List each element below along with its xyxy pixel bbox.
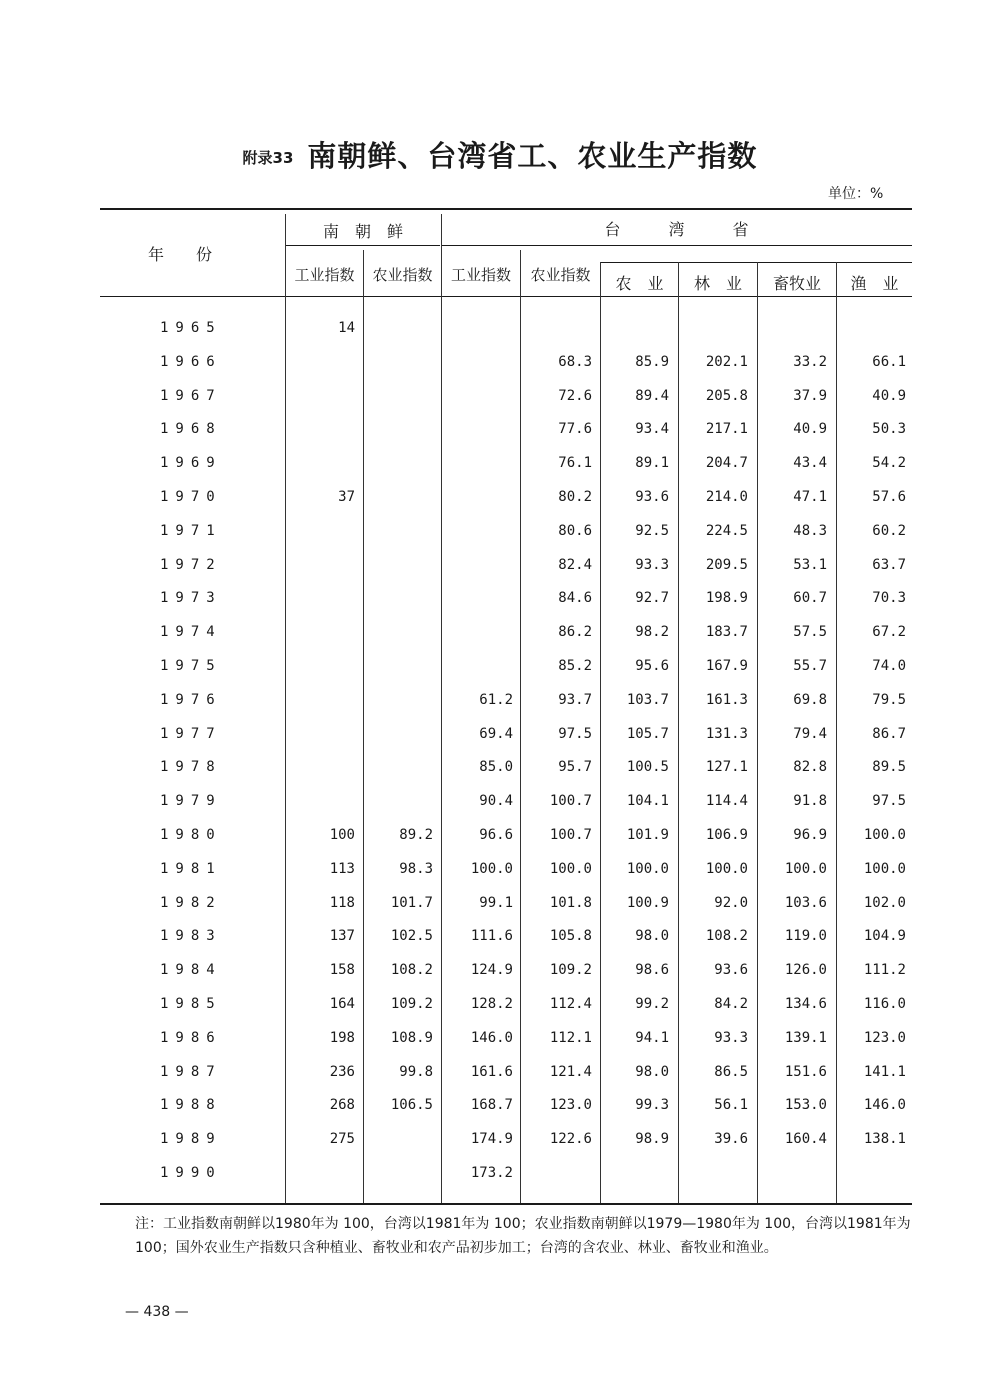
table-cell: 80.2 — [558, 489, 592, 505]
table-cell: 82.8 — [793, 759, 827, 775]
year-label: 1977 — [160, 726, 222, 742]
table-cell: 146.0 — [863, 1097, 906, 1113]
table-cell: 85.9 — [635, 354, 669, 370]
table-cell: 100.0 — [784, 861, 827, 877]
col-divider — [520, 250, 521, 1203]
table-cell: 100.7 — [549, 827, 592, 843]
table-cell: 37 — [338, 489, 355, 505]
year-label: 1980 — [160, 827, 222, 843]
table-cell: 111.2 — [863, 962, 906, 978]
table-cell: 137 — [329, 928, 355, 944]
table-cell: 101.8 — [549, 895, 592, 911]
header-south-korea: 南 朝 鲜 — [322, 222, 403, 241]
table-cell: 89.5 — [872, 759, 906, 775]
table-cell: 63.7 — [872, 557, 906, 573]
table-cell: 202.1 — [705, 354, 748, 370]
table-cell: 122.6 — [549, 1131, 592, 1147]
table-cell: 33.2 — [793, 354, 827, 370]
header-year: 年 份 — [147, 245, 212, 264]
table-cell: 40.9 — [793, 421, 827, 437]
table-cell: 98.9 — [635, 1131, 669, 1147]
table-cell: 99.1 — [479, 895, 513, 911]
table-title — [0, 134, 1000, 175]
table-cell: 89.1 — [635, 455, 669, 471]
table-cell: 108.9 — [390, 1030, 433, 1046]
header-col-8: 渔 业 — [850, 274, 899, 293]
footnote: 注：工业指数南朝鲜以1980年为 100，台湾以1981年为 100；农业指数南朝鲜以1979—1980年为 100，台湾以1981年为 100；国外农业生产指数只含种植业、畜牧业和农产品初步加工；台湾的含农业、林业、畜牧业和渔业。 — [135, 1216, 911, 1256]
table-cell: 100.0 — [863, 827, 906, 843]
table-cell: 100.9 — [626, 895, 669, 911]
header-col-5: 农 业 — [615, 274, 664, 293]
table-cell: 183.7 — [705, 624, 748, 640]
year-label: 1971 — [160, 523, 222, 539]
table-cell: 105.7 — [626, 726, 669, 742]
table-cell: 97.5 — [558, 726, 592, 742]
table-cell: 98.2 — [635, 624, 669, 640]
table-cell: 153.0 — [784, 1097, 827, 1113]
table-cell: 66.1 — [872, 354, 906, 370]
table-cell: 98.3 — [399, 861, 433, 877]
header-col-6: 林 业 — [693, 274, 742, 293]
table-cell: 96.9 — [793, 827, 827, 843]
title-text: 南朝鲜、台湾省工、农业生产指数 — [307, 139, 758, 173]
south-korea-group-rule — [286, 245, 440, 246]
table-cell: 93.4 — [635, 421, 669, 437]
table-cell: 99.3 — [635, 1097, 669, 1113]
table-cell: 102.5 — [390, 928, 433, 944]
table-cell: 47.1 — [793, 489, 827, 505]
header-col-7: 畜牧业 — [772, 274, 821, 293]
table-cell: 116.0 — [863, 996, 906, 1012]
table-cell: 103.6 — [784, 895, 827, 911]
table-cell: 86.7 — [872, 726, 906, 742]
table-cell: 124.9 — [470, 962, 513, 978]
year-label: 1982 — [160, 895, 222, 911]
table-cell: 127.1 — [705, 759, 748, 775]
table-cell: 101.7 — [390, 895, 433, 911]
table-cell: 96.6 — [479, 827, 513, 843]
table-cell: 68.3 — [558, 354, 592, 370]
table-cell: 89.2 — [399, 827, 433, 843]
table-cell: 100.0 — [626, 861, 669, 877]
table-cell: 93.3 — [714, 1030, 748, 1046]
table-cell: 173.2 — [470, 1165, 513, 1181]
table-cell: 84.2 — [714, 996, 748, 1012]
table-cell: 168.7 — [470, 1097, 513, 1113]
year-label: 1984 — [160, 962, 222, 978]
page-number: — 438 — — [125, 1304, 189, 1320]
table-cell: 108.2 — [705, 928, 748, 944]
table-cell: 92.0 — [714, 895, 748, 911]
table-cell: 118 — [329, 895, 355, 911]
year-label: 1976 — [160, 692, 222, 708]
table-cell: 100.7 — [549, 793, 592, 809]
header-col-1: 工业指数 — [294, 266, 355, 284]
taiwan-group-rule — [441, 245, 912, 246]
table-cell: 100.0 — [705, 861, 748, 877]
table-cell: 56.1 — [714, 1097, 748, 1113]
table-cell: 126.0 — [784, 962, 827, 978]
table-cell: 57.6 — [872, 489, 906, 505]
table-cell: 104.9 — [863, 928, 906, 944]
table-cell: 106.9 — [705, 827, 748, 843]
header-col-4: 农业指数 — [530, 266, 591, 284]
table-cell: 198 — [329, 1030, 355, 1046]
table-cell: 108.2 — [390, 962, 433, 978]
header-col-3: 工业指数 — [450, 266, 511, 284]
table-cell: 131.3 — [705, 726, 748, 742]
table-cell: 53.1 — [793, 557, 827, 573]
table-cell: 84.6 — [558, 590, 592, 606]
table-cell: 95.6 — [635, 658, 669, 674]
table-cell: 268 — [329, 1097, 355, 1113]
table-cell: 174.9 — [470, 1131, 513, 1147]
col-divider — [441, 214, 442, 1203]
table-cell: 236 — [329, 1064, 355, 1080]
table-cell: 50.3 — [872, 421, 906, 437]
table-cell: 98.0 — [635, 928, 669, 944]
table-cell: 111.6 — [470, 928, 513, 944]
table-cell: 79.5 — [872, 692, 906, 708]
table-cell: 141.1 — [863, 1064, 906, 1080]
table-cell: 100 — [329, 827, 355, 843]
table-cell: 93.7 — [558, 692, 592, 708]
table-cell: 114.4 — [705, 793, 748, 809]
year-label: 1973 — [160, 590, 222, 606]
table-cell: 167.9 — [705, 658, 748, 674]
table-cell: 100.0 — [863, 861, 906, 877]
year-label: 1968 — [160, 421, 222, 437]
table-cell: 93.3 — [635, 557, 669, 573]
table-cell: 123.0 — [863, 1030, 906, 1046]
table-cell: 164 — [329, 996, 355, 1012]
table-cell: 55.7 — [793, 658, 827, 674]
year-label: 1979 — [160, 793, 222, 809]
table-cell: 217.1 — [705, 421, 748, 437]
table-cell: 98.6 — [635, 962, 669, 978]
table-cell: 92.7 — [635, 590, 669, 606]
year-label: 1965 — [160, 320, 222, 336]
table-cell: 14 — [338, 320, 355, 336]
year-label: 1990 — [160, 1165, 222, 1181]
header-col-2: 农业指数 — [372, 266, 433, 284]
table-cell: 40.9 — [872, 388, 906, 404]
table-cell: 146.0 — [470, 1030, 513, 1046]
table-cell: 106.5 — [390, 1097, 433, 1113]
table-cell: 60.2 — [872, 523, 906, 539]
table-cell: 112.4 — [549, 996, 592, 1012]
table-cell: 100.5 — [626, 759, 669, 775]
year-label: 1981 — [160, 861, 222, 877]
table-cell: 86.2 — [558, 624, 592, 640]
table-cell: 95.7 — [558, 759, 592, 775]
table-cell: 60.7 — [793, 590, 827, 606]
table-cell: 79.4 — [793, 726, 827, 742]
appendix-label: 附录33 — [242, 149, 294, 167]
table-cell: 67.2 — [872, 624, 906, 640]
table-cell: 57.5 — [793, 624, 827, 640]
table-cell: 138.1 — [863, 1131, 906, 1147]
table-cell: 161.6 — [470, 1064, 513, 1080]
table-cell: 97.5 — [872, 793, 906, 809]
table-cell: 85.0 — [479, 759, 513, 775]
table-cell: 151.6 — [784, 1064, 827, 1080]
table-cell: 86.5 — [714, 1064, 748, 1080]
year-label: 1966 — [160, 354, 222, 370]
table-cell: 61.2 — [479, 692, 513, 708]
table-cell: 100.0 — [549, 861, 592, 877]
col-divider — [363, 250, 364, 1203]
table-cell: 69.4 — [479, 726, 513, 742]
col-divider — [285, 214, 286, 1203]
table-cell: 93.6 — [714, 962, 748, 978]
table-cell: 37.9 — [793, 388, 827, 404]
year-label: 1983 — [160, 928, 222, 944]
table-cell: 103.7 — [626, 692, 669, 708]
table-cell: 123.0 — [549, 1097, 592, 1113]
table-cell: 275 — [329, 1131, 355, 1147]
table-cell: 70.3 — [872, 590, 906, 606]
table-cell: 160.4 — [784, 1131, 827, 1147]
year-label: 1986 — [160, 1030, 222, 1046]
table-cell: 99.8 — [399, 1064, 433, 1080]
table-cell: 205.8 — [705, 388, 748, 404]
table-cell: 91.8 — [793, 793, 827, 809]
table-cell: 100.0 — [470, 861, 513, 877]
table-cell: 209.5 — [705, 557, 748, 573]
table-cell: 92.5 — [635, 523, 669, 539]
table-cell: 104.1 — [626, 793, 669, 809]
table-cell: 214.0 — [705, 489, 748, 505]
table-cell: 113 — [329, 861, 355, 877]
year-label: 1969 — [160, 455, 222, 471]
table-cell: 101.9 — [626, 827, 669, 843]
table-cell: 43.4 — [793, 455, 827, 471]
header-bottom-rule — [100, 296, 912, 297]
year-label: 1978 — [160, 759, 222, 775]
table-cell: 90.4 — [479, 793, 513, 809]
table-cell: 48.3 — [793, 523, 827, 539]
header-taiwan: 台 湾 省 — [604, 220, 749, 239]
table-cell: 98.0 — [635, 1064, 669, 1080]
year-label: 1974 — [160, 624, 222, 640]
table-cell: 72.6 — [558, 388, 592, 404]
year-label: 1975 — [160, 658, 222, 674]
table-cell: 89.4 — [635, 388, 669, 404]
table-cell: 224.5 — [705, 523, 748, 539]
table-cell: 85.2 — [558, 658, 592, 674]
table-cell: 76.1 — [558, 455, 592, 471]
year-label: 1987 — [160, 1064, 222, 1080]
year-label: 1972 — [160, 557, 222, 573]
table-cell: 102.0 — [863, 895, 906, 911]
year-label: 1989 — [160, 1131, 222, 1147]
table-cell: 74.0 — [872, 658, 906, 674]
year-label: 1985 — [160, 996, 222, 1012]
table-cell: 94.1 — [635, 1030, 669, 1046]
table-cell: 119.0 — [784, 928, 827, 944]
taiwan-subgroup-rule — [600, 262, 912, 263]
table-cell: 121.4 — [549, 1064, 592, 1080]
table-cell: 77.6 — [558, 421, 592, 437]
bottom-rule — [100, 1203, 912, 1205]
table-cell: 54.2 — [872, 455, 906, 471]
table-cell: 105.8 — [549, 928, 592, 944]
top-rule — [100, 208, 912, 210]
table-cell: 139.1 — [784, 1030, 827, 1046]
year-label: 1967 — [160, 388, 222, 404]
table-cell: 158 — [329, 962, 355, 978]
table-cell: 99.2 — [635, 996, 669, 1012]
year-label: 1970 — [160, 489, 222, 505]
table-cell: 204.7 — [705, 455, 748, 471]
year-label: 1988 — [160, 1097, 222, 1113]
table-cell: 93.6 — [635, 489, 669, 505]
table-cell: 82.4 — [558, 557, 592, 573]
table-cell: 69.8 — [793, 692, 827, 708]
table-cell: 80.6 — [558, 523, 592, 539]
table-cell: 39.6 — [714, 1131, 748, 1147]
table-cell: 109.2 — [549, 962, 592, 978]
unit-label: 单位：% — [828, 186, 884, 202]
table-cell: 128.2 — [470, 996, 513, 1012]
table-cell: 109.2 — [390, 996, 433, 1012]
table-cell: 198.9 — [705, 590, 748, 606]
table-cell: 161.3 — [705, 692, 748, 708]
table-cell: 112.1 — [549, 1030, 592, 1046]
table-cell: 134.6 — [784, 996, 827, 1012]
